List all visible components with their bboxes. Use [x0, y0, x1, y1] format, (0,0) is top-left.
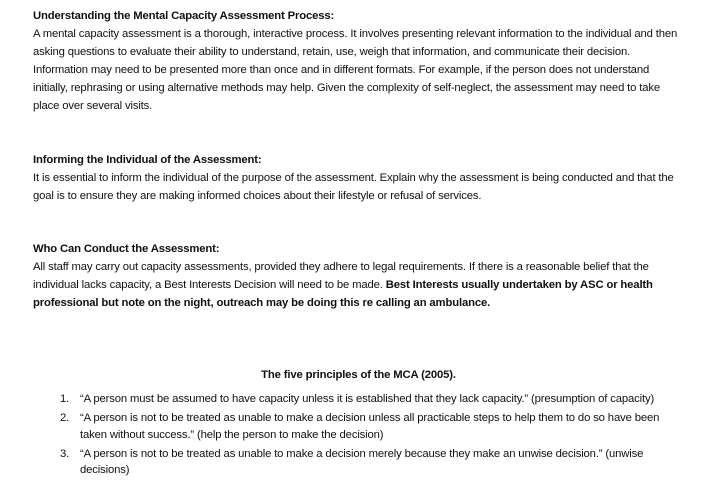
section-informing-individual — [33, 151, 683, 205]
list-item-number: 2. — [60, 412, 70, 425]
section-body: All staff may carry out capacity assessments, provided they adhere to legal requirements. If there is a reasonable belief that the individual lacks capacity, a Best Interests Decision will need to be made. — [33, 261, 649, 291]
list-item — [60, 446, 660, 479]
section-body-paragraph — [33, 258, 683, 312]
list-item — [60, 410, 660, 443]
list-item-number: 3. — [60, 447, 70, 460]
section-who-can-conduct — [33, 240, 683, 312]
list-item-text: “A person must be assumed to have capacity unless it is established that they lack capacity.” (presumption of capacity) — [80, 393, 655, 405]
list-item-text: “A person is not to be treated as unable to make a decision unless all practicable steps to help them to do so have been taken without success.” (help the person to make the decision) — [80, 412, 660, 441]
list-item — [60, 391, 660, 407]
section-body: It is essential to inform the individual of the purpose of the assessment. Explain why the assessment is being conducted and that the goal is to ensure they are making informed choices about their lifestyle or refusal of services. — [33, 172, 674, 202]
list-item-number: 1. — [60, 393, 70, 405]
section-heading: Understanding the Mental Capacity Assessment Process: — [33, 10, 335, 22]
section-heading: Who Can Conduct the Assessment: — [33, 243, 220, 255]
principles-list — [60, 391, 660, 481]
section-heading: Informing the Individual of the Assessment: — [33, 154, 262, 166]
list-item-text: “A person is not to be treated as unable to make a decision merely because they make an unwise decision.” (unwise decisions) — [80, 447, 644, 477]
principles-title: The five principles of the MCA (2005). — [261, 369, 456, 381]
section-body: A mental capacity assessment is a thorough, interactive process. It involves presenting relevant information to the individual and then asking questions to evaluate their ability to understand, retain, use, weigh that information, and communicate their decision. Information may need to be presented more than once and in different formats. For example, if the person does not understand initially, rephrasing or using alternative methods may help. Given the complexity of self-neglect, the assessment may need to take place over several visits. — [33, 28, 678, 112]
section-body-bold: Best Interests usually undertaken by ASC or health professional but note on the night, outreach may be doing this re calling an ambulance. — [33, 279, 653, 309]
section-understanding-assessment — [33, 7, 683, 115]
